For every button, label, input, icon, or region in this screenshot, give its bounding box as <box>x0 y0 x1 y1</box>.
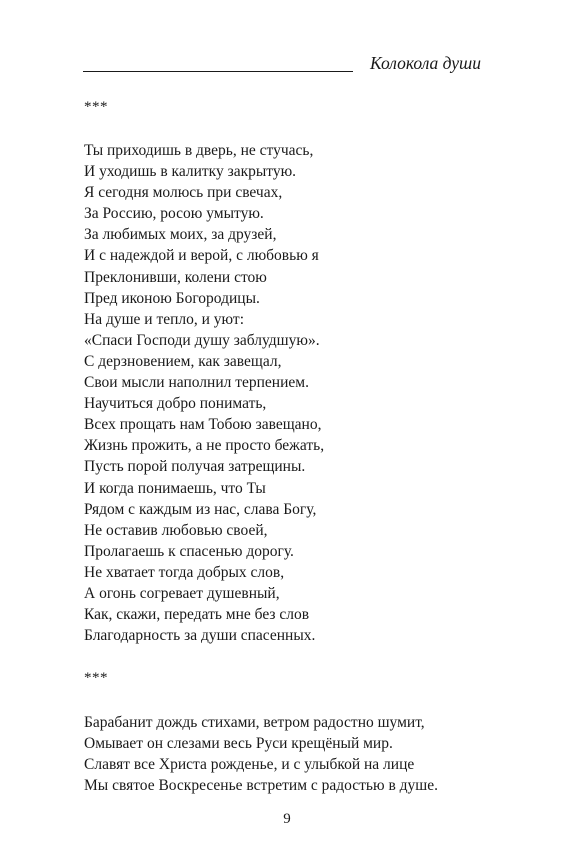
poem-2 <box>84 712 438 796</box>
poem-line: Ты приходишь в дверь, не стучась, <box>84 142 314 159</box>
poem-line: Не хватает тогда добрых слов, <box>84 563 285 581</box>
poem-line: За Россию, росою умытую. <box>84 205 264 223</box>
poem-line: И когда понимаешь, что Ты <box>84 479 266 497</box>
poem-separator: *** <box>84 670 108 686</box>
poem-line: Преклонивши, колени стою <box>84 268 267 286</box>
poem-line: Научиться добро понимать, <box>84 395 267 413</box>
poem-line: Пусть порой получая затрещины. <box>84 458 306 476</box>
poem-line: Как, скажи, передать мне без слов <box>84 606 310 624</box>
poem-line: Пролагаешь к спасенью дорогу. <box>84 542 294 560</box>
poem-line: Всех прощать нам Тобою завещано, <box>84 416 322 434</box>
poem-line: Не оставив любовью своей, <box>84 521 268 539</box>
poem-line: «Спаси Господи душу заблудшую». <box>84 331 320 349</box>
page-number: 9 <box>283 811 291 827</box>
poem-line: Благодарность за души спасенных. <box>84 627 316 645</box>
poem-1 <box>84 140 324 646</box>
poem-line: А огонь согревает душевный, <box>84 584 280 602</box>
poem-separator: *** <box>84 99 108 115</box>
poem-line: И с надеждой и верой, с любовью я <box>84 247 319 265</box>
poem-line: Пред иконою Богородицы. <box>84 289 260 307</box>
header-rule <box>83 71 353 72</box>
poem-line: Рядом с каждым из нас, слава Богу, <box>84 500 317 518</box>
poem-line: Славят все Христа рожденье, и с улыбкой на лице <box>84 756 415 774</box>
poem-line: Барабанит дождь стихами, ветром радостно шумит, <box>84 714 425 731</box>
poem-line: Мы святое Воскресенье встретим с радостью в душе. <box>84 777 438 795</box>
poem-line: Свои мысли наполнил терпением. <box>84 374 309 392</box>
poem-line: Я сегодня молюсь при свечах, <box>84 184 283 202</box>
running-title: Колокола души <box>370 53 482 73</box>
poem-line: Жизнь прожить, а не просто бежать, <box>84 437 325 455</box>
poem-line: За любимых моих, за друзей, <box>84 226 277 244</box>
poem-line: Омывает он слезами весь Руси крещёный мир. <box>84 735 393 753</box>
poem-line: С дерзновением, как завещал, <box>84 352 282 370</box>
poem-line: И уходишь в калитку закрытую. <box>84 163 297 181</box>
poem-line: На душе и тепло, и уют: <box>84 310 245 328</box>
